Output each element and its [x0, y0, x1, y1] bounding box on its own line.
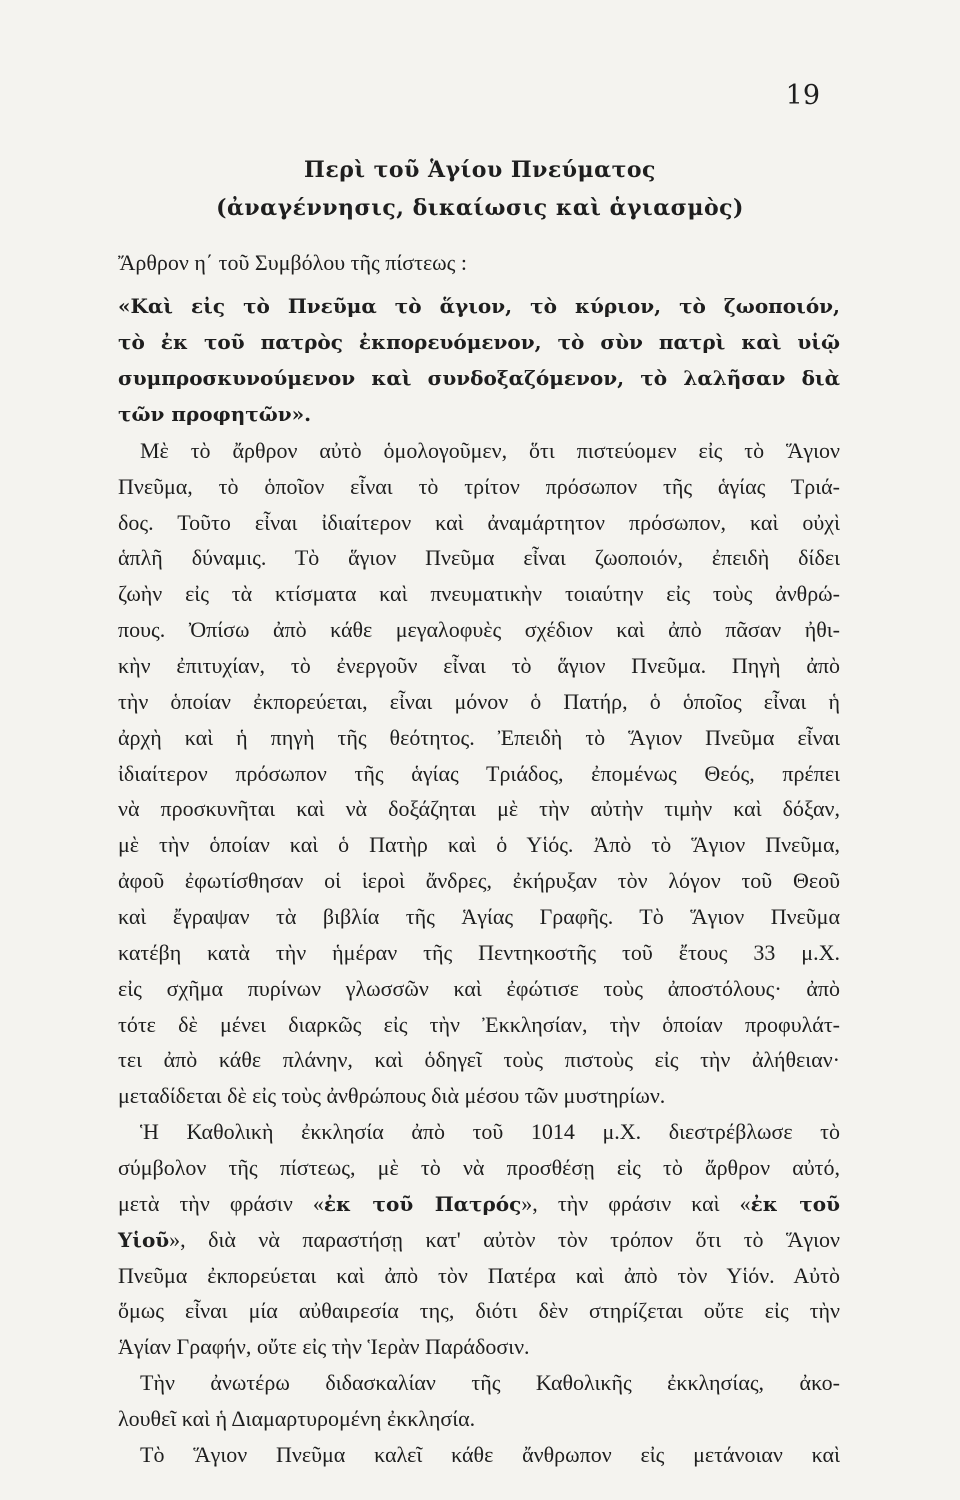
- paragraph-line: ὅμως εἶναι μία αὐθαιρεσία της, διότι δὲν στηρίζεται οὔτε εἰς τὴν: [118, 1298, 840, 1323]
- paragraph-line: λουθεῖ καὶ ἡ Διαμαρτυρομένη ἐκκλησία.: [118, 1406, 476, 1431]
- paragraph-line: ἀφοῦ ἐφωτίσθησαν οἱ ἱεροὶ ἄνδρες, ἐκήρυξαν τὸν λόγον τοῦ Θεοῦ: [118, 868, 840, 893]
- paragraph-line: ἁπλῆ δύναμις. Τὸ ἅγιον Πνεῦμα εἶναι ζωοποιόν, ἐπειδὴ δίδει: [118, 545, 840, 570]
- paragraph-line: Ἡ Καθολικὴ ἐκκλησία ἀπὸ τοῦ 1014 μ.Χ. διεστρέβλωσε τὸ: [140, 1119, 840, 1144]
- emphasis-text: Υἱοῦ: [118, 1228, 170, 1252]
- paragraph-line: Πνεῦμα ἐκπορεύεται καὶ ἀπὸ τὸν Πατέρα καὶ ἀπὸ τὸν Υἱόν. Αὐτὸ: [118, 1263, 840, 1288]
- emphasis-text: ἐκ τοῦ Πατρός: [323, 1192, 522, 1216]
- paragraph-line: πους. Ὀπίσω ἀπὸ κάθε μεγαλοφυὲς σχέδιον καὶ ἀπὸ πᾶσαν ἠθι-: [118, 617, 840, 642]
- paragraph-line: ἰδιαίτερον πρόσωπον τῆς ἁγίας Τριάδος, ἐπομένως Θεός, πρέπει: [118, 761, 840, 786]
- paragraph-line: [118, 1191, 840, 1217]
- paragraph-line: εἰς σχῆμα πυρίνων γλωσσῶν καὶ ἐφώτισε τοὺς ἀποστόλους· ἀπὸ: [118, 976, 840, 1001]
- emphasis-text: ἐκ τοῦ: [750, 1192, 840, 1216]
- paragraph-line: [118, 1227, 840, 1253]
- section-title: Περὶ τοῦ Ἁγίου Πνεύματος: [304, 157, 656, 183]
- paragraph-line: Ἁγίαν Γραφήν, οὔτε εἰς τὴν Ἱερὰν Παράδοσιν.: [118, 1334, 530, 1359]
- paragraph-line: τὴν ὁποίαν ἐκπορεύεται, εἶναι μόνον ὁ Πατήρ, ὁ ὁποῖος εἶναι ἡ: [118, 689, 840, 714]
- paragraph-line: Τὸ Ἅγιον Πνεῦμα καλεῖ κάθε ἄνθρωπον εἰς μετάνοιαν καὶ: [140, 1442, 840, 1467]
- article-intro: Ἄρθρον η΄ τοῦ Συμβόλου τῆς πίστεως :: [118, 250, 467, 275]
- paragraph-line: κὴν ἐπιτυχίαν, τὸ ἐνεργοῦν εἶναι τὸ ἅγιον Πνεῦμα. Πηγὴ ἀπὸ: [118, 653, 840, 678]
- text-span: », διὰ νὰ παραστήσῃ κατ' αὐτὸν τὸν τρόπον ὅτι τὸ Ἅγιον: [169, 1227, 840, 1252]
- text-span: μετὰ τὴν φράσιν «: [118, 1191, 324, 1216]
- paragraph-line: δος. Τοῦτο εἶναι ἰδιαίτερον καὶ ἀναμάρτητον πρόσωπον, καὶ οὐχὶ: [118, 510, 840, 535]
- paragraph-line: Μὲ τὸ ἄρθρον αὐτὸ ὁμολογοῦμεν, ὅτι πιστεύομεν εἰς τὸ Ἅγιον: [140, 438, 840, 463]
- paragraph-line: μεταδίδεται δὲ εἰς τοὺς ἀνθρώπους διὰ μέσου τῶν μυστηρίων.: [118, 1083, 666, 1108]
- creed-line: «Καὶ εἰς τὸ Πνεῦμα τὸ ἅγιον, τὸ κύριον, τὸ ζωοποιόν,: [118, 294, 840, 318]
- paragraph-line: κατέβη κατὰ τὴν ἡμέραν τῆς Πεντηκοστῆς τοῦ ἔτους 33 μ.Χ.: [118, 940, 840, 965]
- paragraph-line: νὰ προσκυνῆται καὶ νὰ δοξάζηται μὲ τὴν αὐτὴν τιμὴν καὶ δόξαν,: [118, 796, 840, 821]
- paragraph-line: ἀρχὴ καὶ ἡ πηγὴ τῆς θεότητος. Ἐπειδὴ τὸ Ἅγιον Πνεῦμα εἶναι: [118, 725, 840, 750]
- paragraph-line: σύμβολον τῆς πίστεως, μὲ τὸ νὰ προσθέσῃ εἰς τὸ ἄρθρον αὐτό,: [118, 1155, 840, 1180]
- creed-line: τὸ ἐκ τοῦ πατρὸς ἐκπορευόμενον, τὸ σὺν πατρὶ καὶ υἱῷ: [118, 330, 840, 354]
- paragraph-line: τει ἀπὸ κάθε πλάνην, καὶ ὁδηγεῖ τοὺς πιστοὺς εἰς τὴν ἀλήθειαν·: [118, 1047, 840, 1072]
- section-subtitle: (ἀναγέννησις, δικαίωσις καὶ ἁγιασμὸς): [216, 195, 744, 221]
- page-number: 19: [785, 80, 820, 111]
- paragraph-line: Τὴν ἀνωτέρω διδασκαλίαν τῆς Καθολικῆς ἐκκλησίας, ἀκο-: [140, 1370, 840, 1395]
- paragraph-line: τότε δὲ μένει διαρκῶς εἰς τὴν Ἐκκλησίαν, τὴν ὁποίαν προφυλάτ-: [118, 1012, 840, 1037]
- creed-line: τῶν προφητῶν».: [118, 402, 312, 426]
- paragraph-line: ζωὴν εἰς τὰ κτίσματα καὶ πνευματικὴν τοιαύτην εἰς τοὺς ἀνθρώ-: [118, 581, 840, 606]
- paragraph-line: καὶ ἔγραψαν τὰ βιβλία τῆς Ἁγίας Γραφῆς. Τὸ Ἅγιον Πνεῦμα: [118, 904, 840, 929]
- creed-line: συμπροσκυνούμενον καὶ συνδοξαζόμενον, τὸ λαλῆσαν διὰ: [118, 366, 840, 390]
- text-span: », τὴν φράσιν καὶ «: [521, 1191, 751, 1216]
- paragraph-line: Πνεῦμα, τὸ ὁποῖον εἶναι τὸ τρίτον πρόσωπον τῆς ἁγίας Τριά-: [118, 474, 840, 499]
- paragraph-line: μὲ τὴν ὁποίαν καὶ ὁ Πατὴρ καὶ ὁ Υἱός. Ἀπὸ τὸ Ἅγιον Πνεῦμα,: [118, 832, 840, 857]
